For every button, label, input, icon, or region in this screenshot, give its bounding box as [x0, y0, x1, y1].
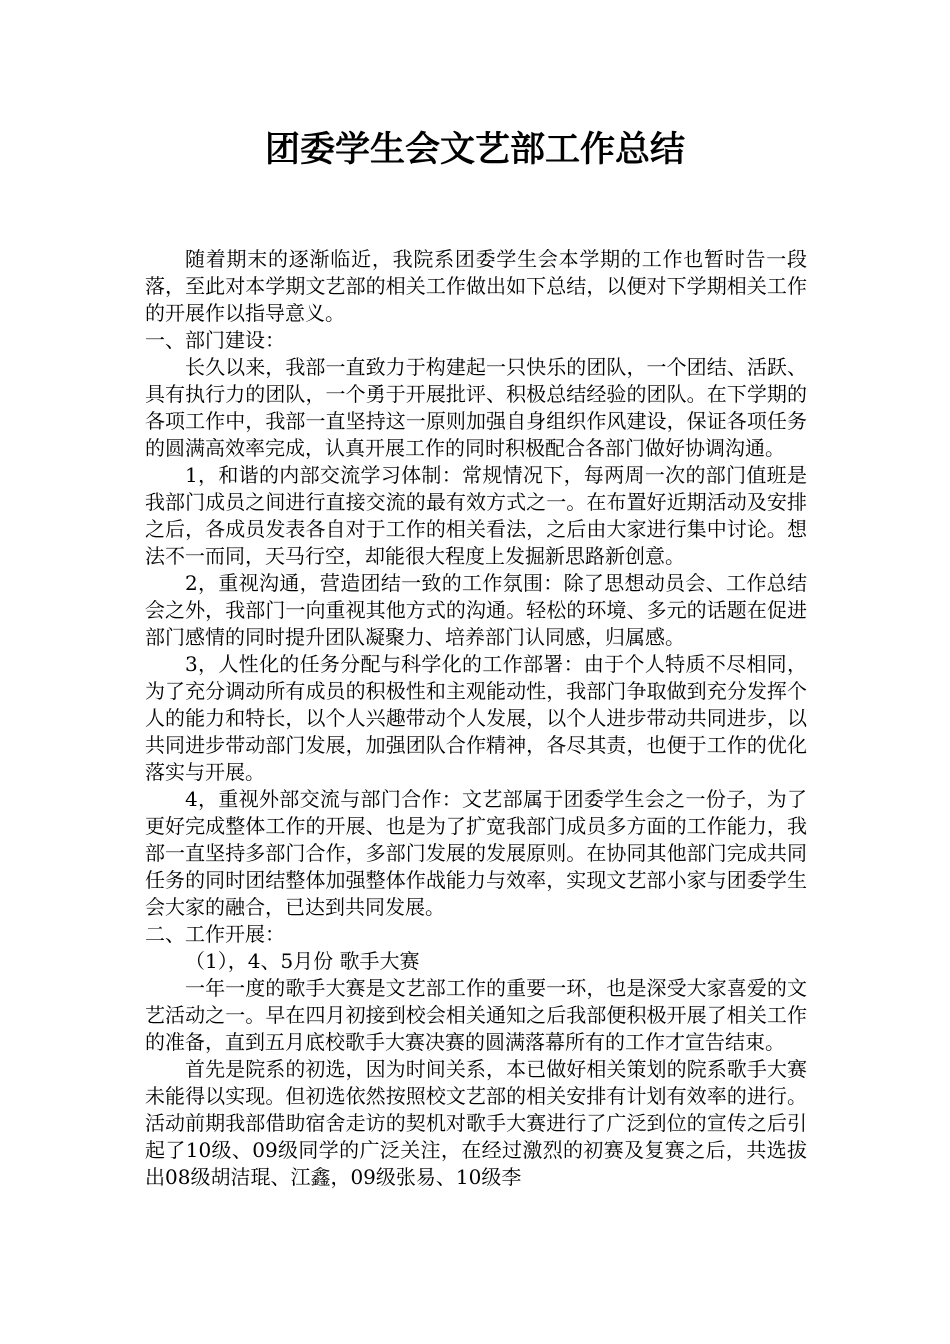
document-body: [145, 246, 807, 1191]
body-paragraph: 4，重视外部交流与部门合作：文艺部属于团委学生会之一份子，为了更好完成整体工作的开展、也是为了扩宽我部门成员多方面的工作能力，我部一直坚持多部门合作，多部门发展的发展原则。在协同其他部门完成共同任务的同时团结整体加强整体作战能力与效率，实现文艺部小家与团委学生会大家的融合，已达到共同发展。: [145, 787, 807, 919]
body-paragraph: 1，和谐的内部交流学习体制：常规情况下，每两周一次的部门值班是我部门成员之间进行直接交流的最有效方式之一。在布置好近期活动及安排之后，各成员发表各自对于工作的相关看法，之后由大家进行集中讨论。想法不一而同，天马行空，却能很大程度上发掘新思路新创意。: [145, 463, 807, 568]
body-paragraph: （1），4、5月份 歌手大赛: [185, 949, 420, 973]
body-paragraph: 首先是院系的初选，因为时间关系，本已做好相关策划的院系歌手大赛未能得以实现。但初选依然按照校文艺部的相关安排有计划有效率的进行。活动前期我部借助宿舍走访的契机对歌手大赛进行了广泛到位的宣传之后引起了10级、09级同学的广泛关注，在经过激烈的初赛及复赛之后，共选拔出08级胡洁琨、江鑫，09级张易、10级李: [145, 1057, 807, 1189]
section-heading: 二、工作开展：: [145, 922, 285, 946]
body-paragraph: 一年一度的歌手大赛是文艺部工作的重要一环，也是深受大家喜爱的文艺活动之一。早在四月初接到校会相关通知之后我部便积极开展了相关工作的准备，直到五月底校歌手大赛决赛的圆满落幕所有的工作才宣告结束。: [145, 976, 807, 1054]
body-paragraph: 随着期末的逐渐临近，我院系团委学生会本学期的工作也暂时告一段落，至此对本学期文艺部的相关工作做出如下总结，以便对下学期相关工作的开展作以指导意义。: [145, 247, 807, 325]
body-paragraph: 长久以来，我部一直致力于构建起一只快乐的团队，一个团结、活跃、具有执行力的团队，一个勇于开展批评、积极总结经验的团队。在下学期的各项工作中，我部一直坚持这一原则加强自身组织作风建设，保证各项任务的圆满高效率完成，认真开展工作的同时积极配合各部门做好协调沟通。: [145, 355, 807, 460]
section-heading: 一、部门建设：: [145, 328, 285, 352]
body-paragraph: 3，人性化的任务分配与科学化的工作部署：由于个人特质不尽相同，为了充分调动所有成员的积极性和主观能动性，我部门争取做到充分发挥个人的能力和特长，以个人兴趣带动个人发展，以个人进步带动共同进步，以共同进步带动部门发展，加强团队合作精神，各尽其责，也便于工作的优化落实与开展。: [145, 652, 807, 784]
body-paragraph: 2，重视沟通，营造团结一致的工作氛围：除了思想动员会、工作总结会之外，我部门一向重视其他方式的沟通。轻松的环境、多元的话题在促进部门感情的同时提升团队凝聚力、培养部门认同感，归属感。: [145, 571, 807, 649]
document-title: 团委学生会文艺部工作总结: [264, 129, 685, 170]
